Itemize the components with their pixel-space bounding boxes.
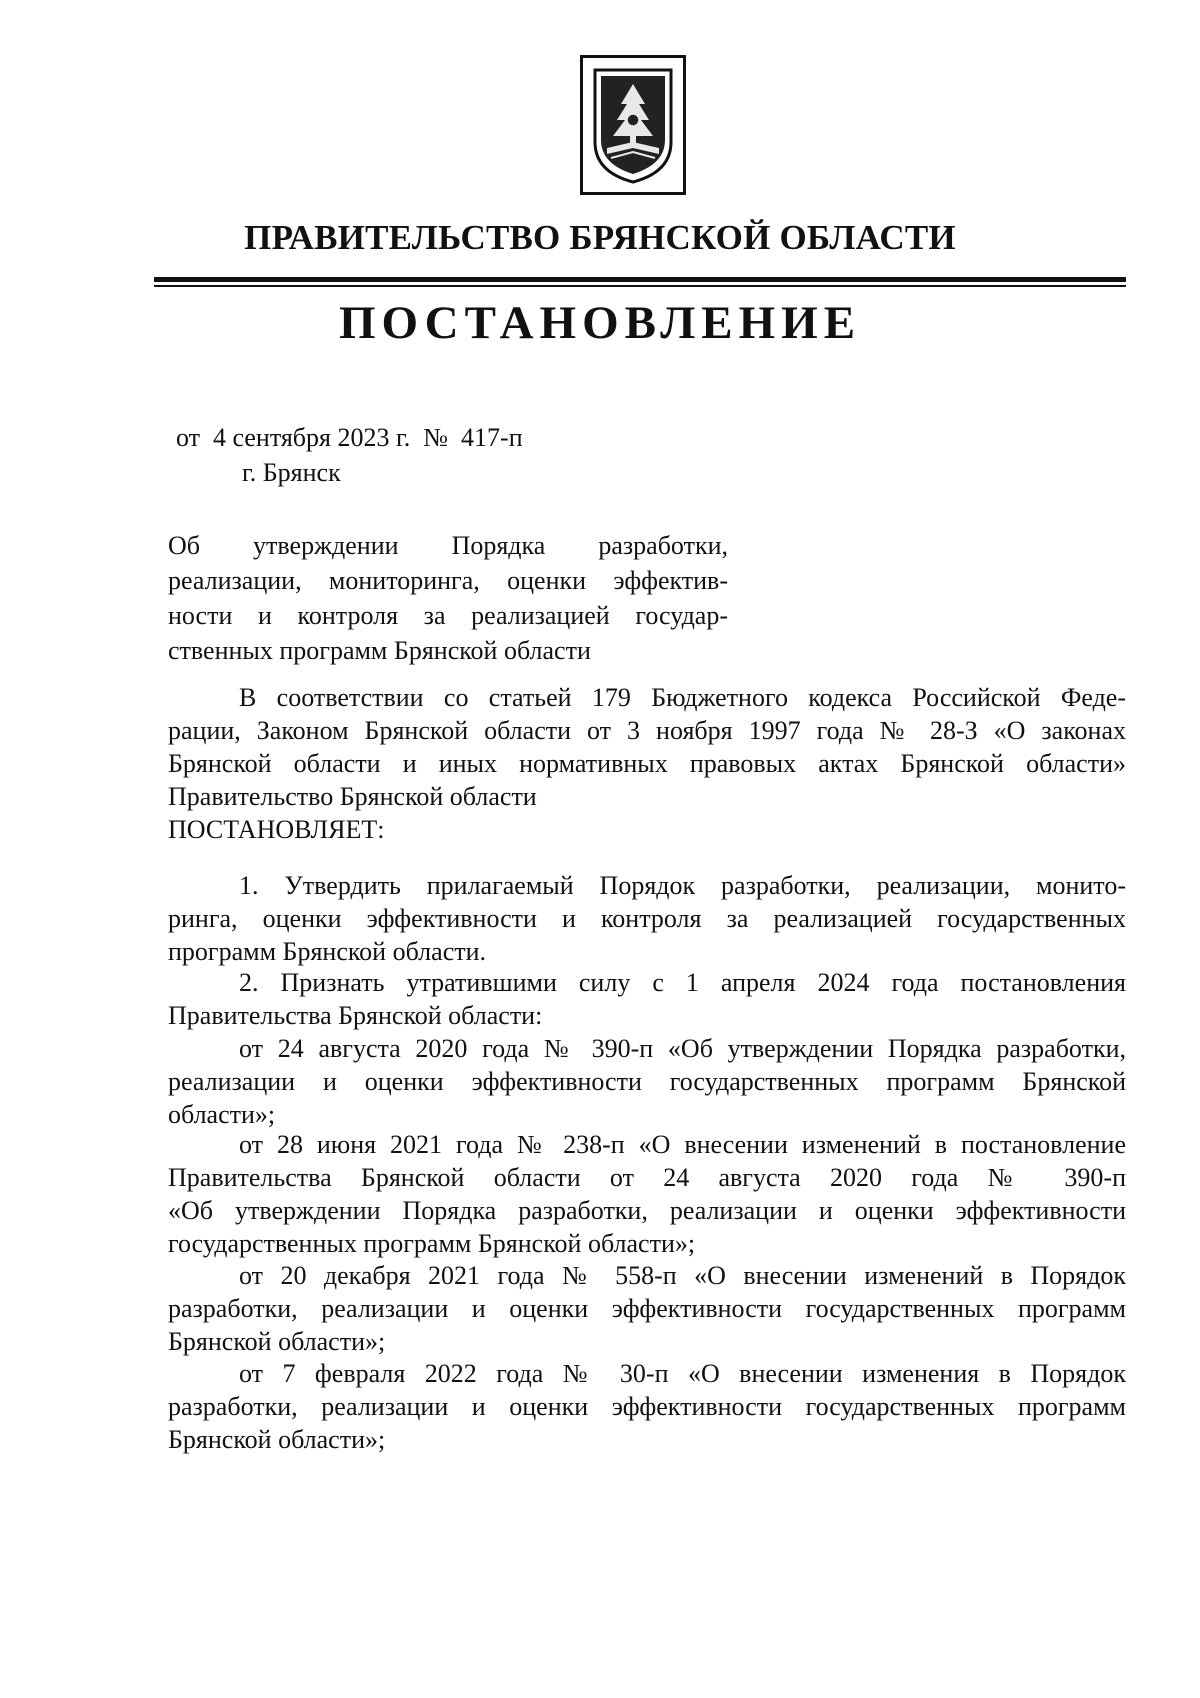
repealed-act-line: от 28 июня 2021 года № 238-п «О внесении изменений в постановление bbox=[239, 1130, 1126, 1159]
repealed-act-line: разработки, реализации и оценки эффективности государственных программ bbox=[168, 1294, 1126, 1323]
preamble-line: Правительство Брянской области bbox=[168, 782, 537, 811]
repealed-act-4 bbox=[168, 1357, 1126, 1456]
item-2-paragraph bbox=[168, 966, 1126, 1032]
subject-line: Об утверждении Порядка разработки, bbox=[168, 531, 728, 560]
header-divider-thick bbox=[154, 277, 1126, 282]
item-2-line: Правительства Брянской области: bbox=[168, 1001, 543, 1030]
document-type-title: ПОСТАНОВЛЕНИЕ bbox=[338, 297, 862, 349]
repealed-act-line: от 24 августа 2020 года № 390-п «Об утверждении Порядка разработки, bbox=[239, 1034, 1126, 1063]
repealed-act-line: «Об утверждении Порядка разработки, реализации и оценки эффективности bbox=[168, 1196, 1126, 1225]
organization-title: ПРАВИТЕЛЬСТВО БРЯНСКОЙ ОБЛАСТИ bbox=[244, 218, 956, 257]
preamble-paragraph bbox=[168, 681, 1126, 846]
repealed-act-line: области»; bbox=[168, 1100, 276, 1129]
repealed-act-line: реализации и оценки эффективности государственных программ Брянской bbox=[168, 1067, 1126, 1096]
resolves-heading: ПОСТАНОВЛЯЕТ: bbox=[168, 815, 385, 844]
coat-of-arms-icon bbox=[580, 55, 686, 195]
repealed-act-line: Брянской области»; bbox=[168, 1327, 386, 1356]
repealed-act-line: от 7 февраля 2022 года № 30-п «О внесении изменения в Порядок bbox=[239, 1359, 1126, 1388]
place-of-issue: г. Брянск bbox=[242, 458, 341, 487]
item-1-line: программ Брянской области. bbox=[168, 937, 487, 966]
repealed-act-1 bbox=[168, 1032, 1126, 1131]
preamble-line: Брянской области и иных нормативных правовых актах Брянской области» bbox=[168, 749, 1126, 778]
repealed-act-line: разработки, реализации и оценки эффективности государственных программ bbox=[168, 1392, 1126, 1421]
item-1-line: 1. Утвердить прилагаемый Порядок разработки, реализации, монито- bbox=[239, 871, 1126, 900]
item-1-paragraph bbox=[168, 869, 1126, 968]
repealed-act-line: Правительства Брянской области от 24 августа 2020 года № 390-п bbox=[168, 1163, 1126, 1192]
repealed-act-line: государственных программ Брянской области»; bbox=[168, 1229, 696, 1258]
subject-line: ности и контроля за реализацией государ- bbox=[168, 601, 728, 630]
repealed-act-line: Брянской области»; bbox=[168, 1425, 386, 1454]
item-1-line: ринга, оценки эффективности и контроля за реализацией государственных bbox=[168, 904, 1126, 933]
header-divider-thin bbox=[154, 285, 1126, 287]
repealed-act-3 bbox=[168, 1259, 1126, 1358]
subject-line: ственных программ Брянской области bbox=[168, 636, 591, 665]
preamble-line: В соответствии со статьей 179 Бюджетного кодекса Российской Феде- bbox=[239, 683, 1126, 712]
repealed-act-2 bbox=[168, 1128, 1126, 1260]
preamble-line: рации, Законом Брянской области от 3 ноября 1997 года № 28-З «О законах bbox=[168, 716, 1126, 745]
date-and-number: от 4 сентября 2023 г. № 417-п bbox=[176, 423, 523, 452]
subject-line: реализации, мониторинга, оценки эффектив- bbox=[168, 566, 728, 595]
repealed-act-line: от 20 декабря 2021 года № 558-п «О внесении изменений в Порядок bbox=[239, 1261, 1126, 1290]
document-subject bbox=[168, 528, 728, 668]
item-2-line: 2. Признать утратившими силу с 1 апреля 2024 года постановления bbox=[239, 968, 1126, 997]
